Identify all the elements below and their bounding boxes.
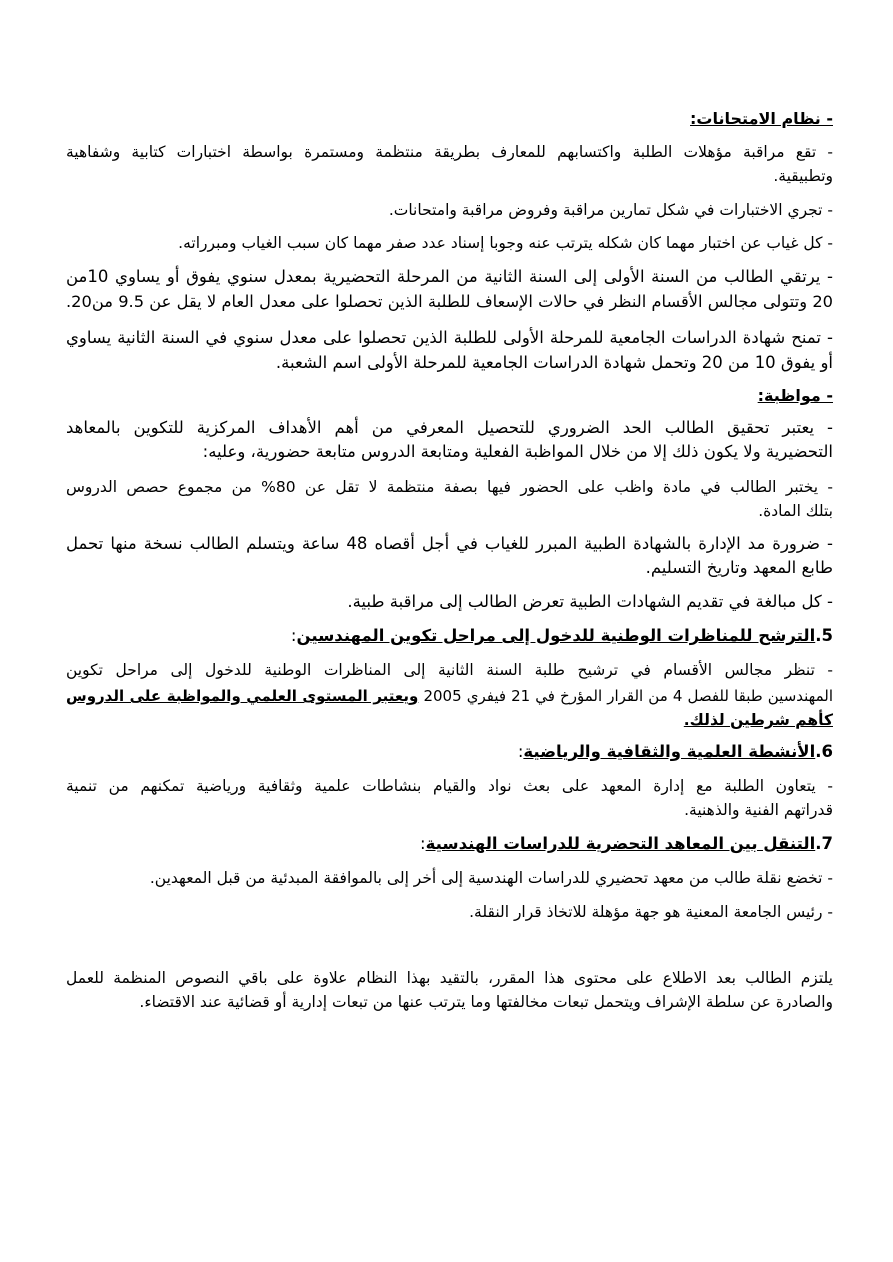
section-6-colon: : — [517, 742, 524, 761]
section-6-number: 6. — [815, 742, 833, 761]
attendance-paragraph-2-line-1: - يختبر الطالب في مادة واظب على الحضور فيها بصفة منتظمة لا تقل عن 80% من مجموع حصص الدروس — [66, 478, 834, 496]
exams-paragraph-3: - كل غياب عن اختبار مهما كان شكله يترتب عنه وجوبا إسناد عدد صفر مهما كان سبب الغياب ومبرراته. — [178, 234, 833, 252]
section-6-heading — [66, 740, 833, 764]
exams-paragraph-5-line-2: أو يفوق 10 من 20 وتحمل شهادة الدراسات الجامعية للمرحلة الأولى اسم الشعبة. — [275, 353, 833, 372]
section-5-heading — [66, 624, 833, 648]
section-5-title: الترشح للمناظرات الوطنية للدخول إلى مراحل تكوين المهندسين — [296, 626, 816, 645]
section-6-paragraph-line-1: - يتعاون الطلبة مع إدارة المعهد على بعث نواد والقيام بنشاطات علمية وثقافية ورياضية تمكنهم من تنمية — [66, 777, 833, 795]
exams-paragraph-1-line-2: وتطبيقية. — [773, 167, 833, 185]
section-5-paragraph-emphasis: ويعتبر المستوى العلمي والمواظبة على الدروس — [66, 687, 419, 705]
exams-paragraph-2: - تجري الاختبارات في شكل تمارين مراقبة وفروض مراقبة وامتحانات. — [388, 201, 833, 219]
attendance-paragraph-2-line-2: بتلك المادة. — [758, 502, 833, 520]
section-5-paragraph-plain: المهندسين طبقا للفصل 4 من القرار المؤرخ في 21 فيفري 2005 — [418, 687, 833, 705]
section-5-colon: : — [290, 626, 297, 645]
section-7-heading — [66, 832, 833, 856]
section-6-title: الأنشطة العلمية والثقافية والرياضية — [523, 742, 816, 761]
attendance-paragraph-3-line-1: - ضرورة مد الإدارة بالشهادة الطبية المبرر للغياب في أجل أقصاه 48 ساعة ويتسلم الطالب نسخة منها تحمل — [66, 534, 833, 553]
section-7-number: 7. — [815, 834, 833, 853]
section-5-number: 5. — [815, 626, 833, 645]
attendance-paragraph-3-line-2: طابع المعهد وتاريخ التسليم. — [645, 558, 833, 577]
attendance-paragraph-4: - كل مبالغة في تقديم الشهادات الطبية تعرض الطالب إلى مراقبة طبية. — [347, 592, 833, 611]
section-7-colon: : — [420, 834, 426, 853]
section-6-paragraph-line-2: قدراتهم الفنية والذهنية. — [684, 801, 833, 819]
exams-paragraph-4-line-2: 20 وتتولى مجالس الأقسام النظر في حالات الإسعاف للطلبة الذين تحصلوا على معدل العام لا يقل عن 9.5 من20. — [66, 292, 833, 311]
attendance-paragraph-1-line-2: التحضيرية ولا يكون ذلك إلا من خلال المواظبة الفعلية ومتابعة الدروس متابعة حضورية، وعليه: — [202, 442, 833, 461]
section-5-paragraph-line-1: - تنظر مجالس الأقسام في ترشيح طلبة السنة الثانية إلى المناظرات الوطنية للدخول إلى مراحل تكوين — [66, 661, 833, 679]
exams-paragraph-1-line-1: - تقع مراقبة مؤهلات الطلبة واكتسابهم للمعارف بطريقة منتظمة ومستمرة بواسطة اختبارات كتابية وشفاهية — [66, 143, 833, 161]
section-7-title: التنقل بين المعاهد التحضرية للدراسات الهندسية — [425, 834, 816, 853]
closing-paragraph-line-1: يلتزم الطالب بعد الاطلاع على محتوى هذا المقرر، بالتقيد بهذا النظام علاوة على باقي النصوص المنظمة للعمل — [66, 969, 833, 987]
section-5-paragraph-line-2 — [66, 684, 833, 708]
exams-heading: - نظام الامتحانات: — [690, 109, 833, 128]
exams-paragraph-4-line-1: - يرتقي الطالب من السنة الأولى إلى السنة الثانية من المرحلة التحضيرية بمعدل سنوي يفوق أو يساوي 10من — [66, 267, 833, 286]
attendance-heading: - مواظبة: — [757, 386, 833, 405]
section-7-paragraph-2: - رئيس الجامعة المعنية هو جهة مؤهلة للاتخاذ قرار النقلة. — [469, 903, 833, 921]
section-5-paragraph-line-3: كأهم شرطين لذلك. — [683, 711, 833, 729]
section-7-paragraph-1: - تخضع نقلة طالب من معهد تحضيري للدراسات الهندسية إلى أخر إلى بالموافقة المبدئية من قبل المعهدين. — [149, 869, 833, 887]
exams-paragraph-5-line-1: - تمنح شهادة الدراسات الجامعية للمرحلة الأولى للطلبة الذين تحصلوا على معدل سنوي في السنة الثانية يساوي — [66, 328, 833, 347]
attendance-paragraph-1-line-1: - يعتبر تحقيق الطالب الحد الضروري للتحصيل المعرفي من أهم الأهداف المركزية للتكوين بالمعاهد — [66, 418, 833, 437]
closing-paragraph-line-2: والصادرة عن سلطة الإشراف ويتحمل تبعات مخالفتها وما يترتب عنها من تبعات إدارية أو قضائية عند الاقتضاء. — [139, 993, 833, 1011]
